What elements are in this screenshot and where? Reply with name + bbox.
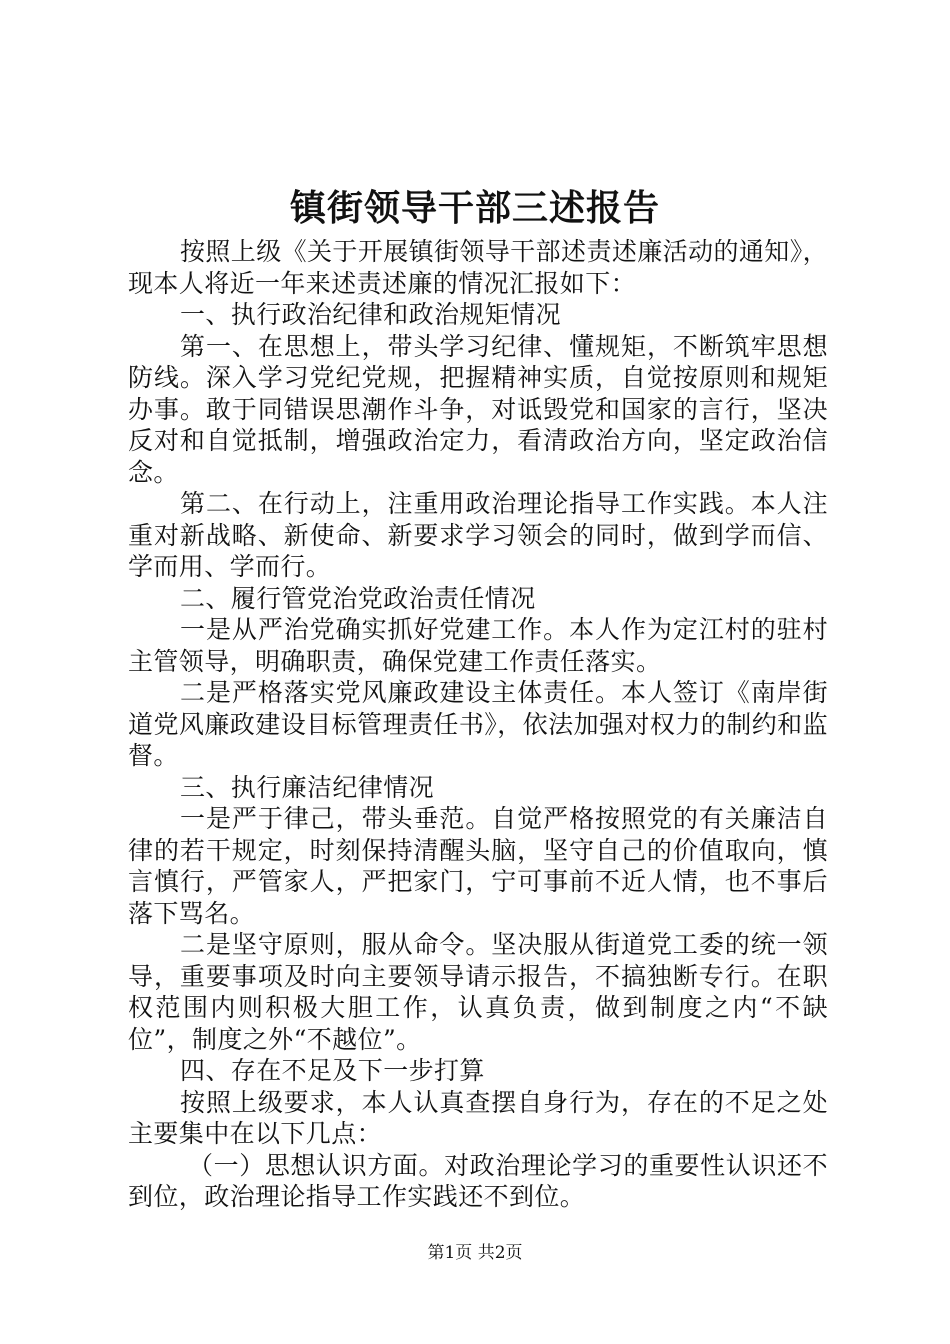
paragraph: （一）思想认识方面。对政治理论学习的重要性认识还不到位，政治理论指导工作实践还不到位。 <box>128 1150 828 1211</box>
section-heading-1: 一、执行政治纪律和政治规矩情况 <box>180 300 562 329</box>
section-heading-4: 四、存在不足及下一步打算 <box>180 1056 485 1085</box>
paragraph: 第一、在思想上，带头学习纪律、懂规矩，不断筑牢思想防线。深入学习党纪党规，把握精神实质，自觉按原则和规矩办事。敢于同错误思潮作斗争，对诋毁党和国家的言行，坚决反对和自觉抵制，增强政治定力，看清政治方向，坚定政治信念。 <box>128 331 828 487</box>
paragraph: 一是从严治党确实抓好党建工作。本人作为定江村的驻村主管领导，明确职责，确保党建工作责任落实。 <box>128 615 828 676</box>
page-number-footer: 第1页 共2页 <box>427 1243 523 1263</box>
paragraph-intro: 按照上级《关于开展镇街领导干部述责述廉活动的通知》，现本人将近一年来述责述廉的情况汇报如下： <box>128 237 828 298</box>
paragraph: 二是坚守原则，服从命令。坚决服从街道党工委的统一领导，重要事项及时向主要领导请示报告，不搞独断专行。在职权范围内则积极大胆工作，认真负责，做到制度之内“不缺位”，制度之外“不越位”。 <box>128 930 828 1054</box>
document-body <box>128 236 828 1213</box>
paragraph: 第二、在行动上，注重用政治理论指导工作实践。本人注重对新战略、新使命、新要求学习领会的同时，做到学而信、学而用、学而行。 <box>128 489 828 581</box>
document-title: 镇街领导干部三述报告 <box>289 187 660 229</box>
section-heading-3: 三、执行廉洁纪律情况 <box>180 772 435 802</box>
section-heading-2: 二、履行管党治党政治责任情况 <box>180 583 536 613</box>
paragraph: 二是严格落实党风廉政建设主体责任。本人签订《南岸街道党风廉政建设目标管理责任书》，依法加强对权力的制约和监督。 <box>128 678 828 770</box>
paragraph: 按照上级要求，本人认真查摆自身行为，存在的不足之处主要集中在以下几点： <box>128 1087 828 1148</box>
paragraph: 一是严于律己，带头垂范。自觉严格按照党的有关廉洁自律的若干规定，时刻保持清醒头脑，坚守自己的价值取向，慎言慎行，严管家人，严把家门，宁可事前不近人情，也不事后落下骂名。 <box>128 804 828 928</box>
